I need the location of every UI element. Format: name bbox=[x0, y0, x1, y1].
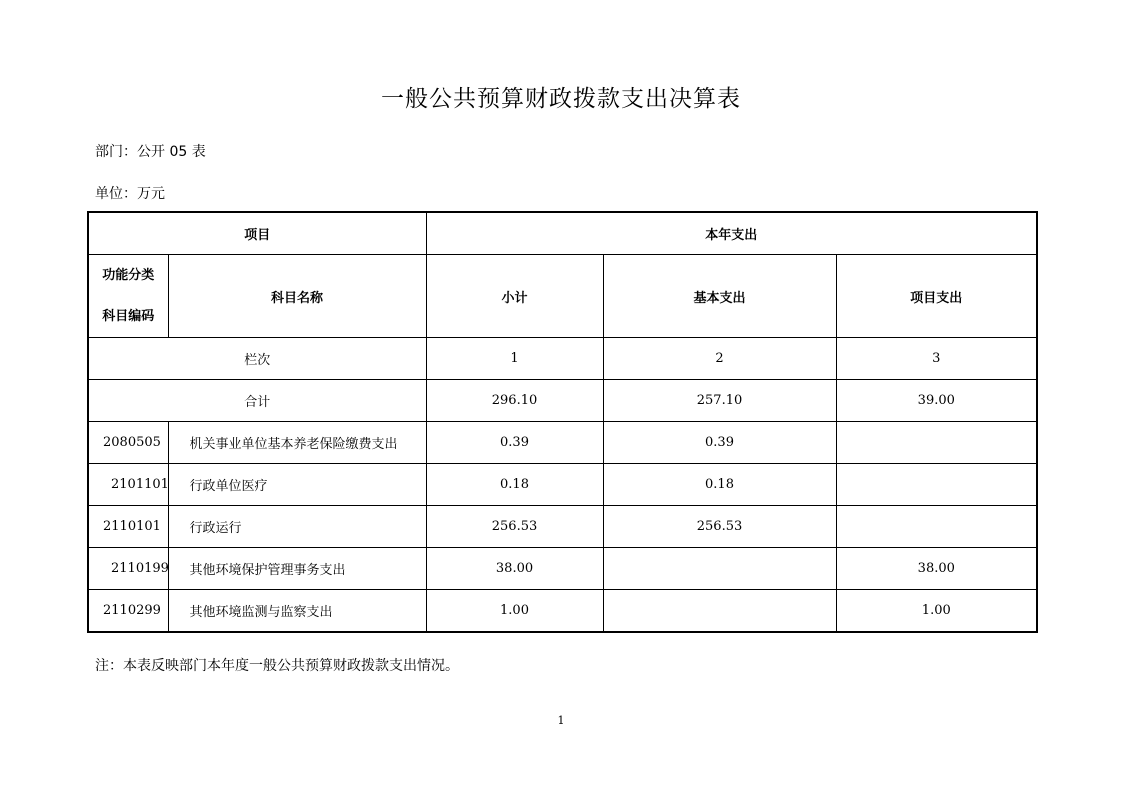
table-row bbox=[88, 590, 1037, 633]
total-basic: 257.10 bbox=[603, 380, 836, 422]
row-name: 其他环境监测与监察支出 bbox=[168, 590, 426, 633]
total-subtotal: 296.10 bbox=[426, 380, 603, 422]
row-project bbox=[836, 422, 1037, 464]
row-name: 行政运行 bbox=[168, 506, 426, 548]
header-func-code-line1: 功能分类 bbox=[102, 268, 155, 283]
total-project: 39.00 bbox=[836, 380, 1037, 422]
header-project-expense: 项目支出 bbox=[836, 255, 1037, 338]
table-row bbox=[88, 548, 1037, 590]
row-basic: 0.39 bbox=[603, 422, 836, 464]
row-name: 行政单位医疗 bbox=[168, 464, 426, 506]
header-basic-expense: 基本支出 bbox=[603, 255, 836, 338]
row-basic bbox=[603, 590, 836, 633]
row-subtotal: 0.18 bbox=[426, 464, 603, 506]
row-subtotal: 38.00 bbox=[426, 548, 603, 590]
table-row bbox=[88, 506, 1037, 548]
row-name: 机关事业单位基本养老保险缴费支出 bbox=[168, 422, 426, 464]
row-code: 2110199 bbox=[88, 548, 168, 590]
row-code: 2080505 bbox=[88, 422, 168, 464]
row-project bbox=[836, 506, 1037, 548]
row-subtotal: 0.39 bbox=[426, 422, 603, 464]
header-item: 项目 bbox=[88, 212, 426, 255]
column-index-row bbox=[88, 338, 1037, 380]
footnote: 注：本表反映部门本年度一般公共预算财政拨款支出情况。 bbox=[95, 658, 459, 674]
table-row bbox=[88, 422, 1037, 464]
total-label: 合计 bbox=[88, 380, 426, 422]
column-index-1: 1 bbox=[426, 338, 603, 380]
header-subject-name: 科目名称 bbox=[168, 255, 426, 338]
row-basic: 0.18 bbox=[603, 464, 836, 506]
page-title: 一般公共预算财政拨款支出决算表 bbox=[381, 86, 741, 112]
row-project bbox=[836, 464, 1037, 506]
header-row-1 bbox=[88, 212, 1037, 255]
expense-table bbox=[87, 211, 1038, 633]
row-subtotal: 1.00 bbox=[426, 590, 603, 633]
row-basic: 256.53 bbox=[603, 506, 836, 548]
header-row-2 bbox=[88, 255, 1037, 338]
column-index-2: 2 bbox=[603, 338, 836, 380]
row-code: 2110299 bbox=[88, 590, 168, 633]
row-name: 其他环境保护管理事务支出 bbox=[168, 548, 426, 590]
header-func-code bbox=[88, 255, 168, 338]
row-subtotal: 256.53 bbox=[426, 506, 603, 548]
department-label: 部门：公开 05 表 bbox=[95, 144, 206, 160]
row-project: 38.00 bbox=[836, 548, 1037, 590]
header-subtotal: 小计 bbox=[426, 255, 603, 338]
table-row bbox=[88, 464, 1037, 506]
column-index-3: 3 bbox=[836, 338, 1037, 380]
header-func-code-line2: 科目编码 bbox=[102, 309, 155, 324]
page-number: 1 bbox=[557, 714, 565, 727]
header-current-year-expense: 本年支出 bbox=[426, 212, 1037, 255]
row-project: 1.00 bbox=[836, 590, 1037, 633]
row-code: 2110101 bbox=[88, 506, 168, 548]
unit-label: 单位：万元 bbox=[95, 186, 165, 202]
row-basic bbox=[603, 548, 836, 590]
column-index-label: 栏次 bbox=[88, 338, 426, 380]
total-row bbox=[88, 380, 1037, 422]
row-code: 2101101 bbox=[88, 464, 168, 506]
